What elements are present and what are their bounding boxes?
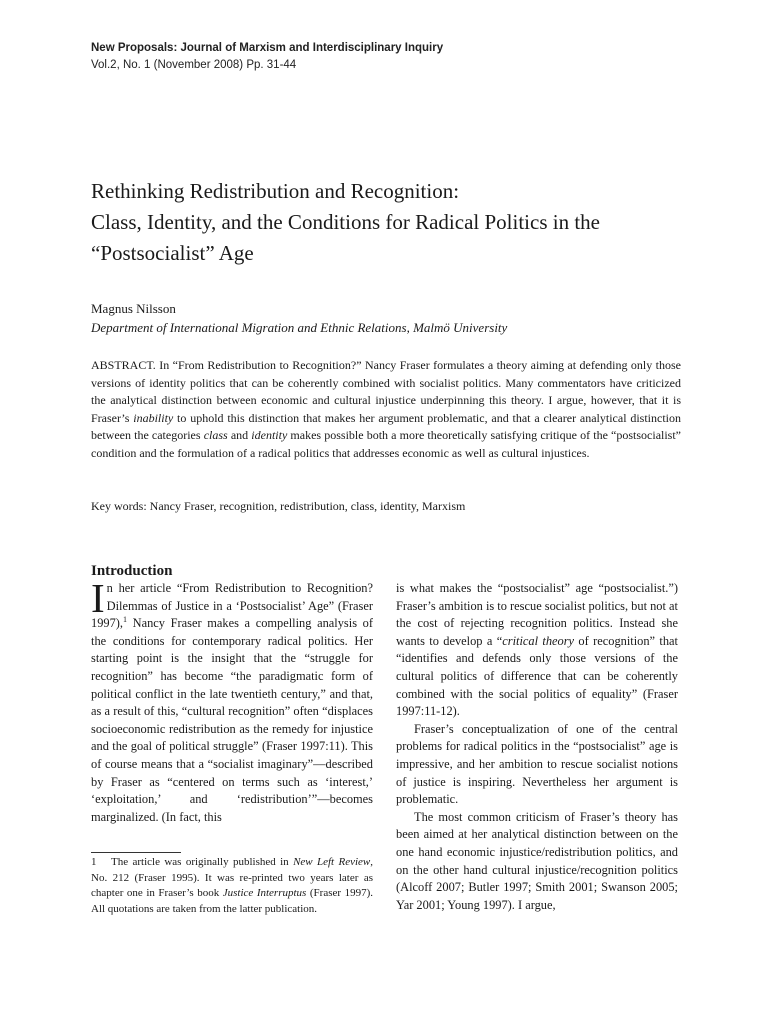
drop-cap: I [91, 575, 105, 621]
footnote-number: 1 [91, 856, 97, 868]
right-column [396, 580, 678, 914]
author-affiliation: Department of International Migration and Ethnic Relations, Malmö University [91, 320, 508, 335]
journal-issue: Vol.2, No. 1 (November 2008) Pp. 31-44 [91, 59, 297, 71]
abstract-text: ABSTRACT. In “From Redistribution to Recognition?” Nancy Fraser formulates a theory aiming at defending only those versions of identity politics that can be coherently combined with socialist politics. Many commentators have criticized the analytical distinction between economic and cultural injustice underpinning this theory. I argue, however, that it is Fraser’s inability to uphold this distinction that makes her argument problematic, and that a clearer analytical distinction between the categories class and identity makes possible both a more theoretically satisfying critique of the “postsocialist” condition and the formulation of a radical politics that addresses economic as well as cultural injustices. [91, 358, 682, 460]
paragraph: Fraser’s conceptualization of one of the central problems for radical politics in the “postsocialist” age is impressive, and her ambition to rescue socialist notions of justice is inspiring. Nevertheless her argument is problematic. [396, 721, 678, 807]
keywords: Key words: Nancy Fraser, recognition, redistribution, class, identity, Marxism [91, 499, 466, 513]
paragraph: The most common criticism of Fraser’s theory has been aimed at her analytical distinction between on the one hand economic injustice/redistribution politics, and on the other hand cultural injustice/recognition politics (Alcoff 2007; Butler 1997; Smith 2001; Swanson 2005; Yar 2001; Young 1997). I argue, [396, 809, 678, 912]
abstract [91, 357, 681, 462]
title-line-1: Rethinking Redistribution and Recognition: [91, 179, 460, 203]
article-title [91, 176, 691, 269]
title-line-2: Class, Identity, and the Conditions for Radical Politics in the [91, 210, 600, 234]
paragraph: is what makes the “postsocialist” age “postsocialist.”) Fraser’s ambition is to rescue socialist politics, but not at the cost of rejecting recognition politics. Instead she wants to develop a “critical theory of recognition” that “identifies and defends only those versions of the cultural politics of difference that can be coherently combined with the social politics of equality” (Fraser 1997:11-12). [396, 581, 678, 719]
journal-header [91, 40, 443, 74]
title-line-3: “Postsocialist” Age [91, 241, 254, 265]
footnote-ref[interactable]: 1 [123, 615, 128, 625]
author-block [91, 299, 507, 337]
left-column [91, 575, 373, 826]
author-name: Magnus Nilsson [91, 301, 176, 316]
section-heading: Introduction [91, 563, 173, 579]
paragraph: In her article “From Redistribution to Recognition? Dilemmas of Justice in a ‘Postsocialist’ Age” (Fraser 1997),$^1$ Nancy Fraser makes a compelling analysis of the conditions for contemporary radical politics. Her starting point is the insight that the “struggle for recognition” has become “the paradigmatic form of political conflict in the late twentieth century,” and that, as a result of this, “cultural recognition” often “displaces socioeconomic redistribution as the remedy for injustice and the goal of political struggle” (Fraser 1997:11). This of course means that a “socialist imaginary”—described by Fraser as “centered on terms such as ‘interest,’ ‘exploitation,’ and ‘redistribution’”—becomes marginalized. (In fact, this [91, 575, 373, 824]
footnote-rule [91, 852, 181, 853]
footnote-text: 1 The article was originally published in New Left Review, No. 212 (Fraser 1995). It was re-printed two years later as chapter one in Fraser’s book Justice Interruptus (Fraser 1997). All quotations are taken from the latter publication. [91, 856, 373, 915]
footnote [91, 855, 373, 917]
journal-name: New Proposals: Journal of Marxism and Interdisciplinary Inquiry [91, 42, 444, 54]
